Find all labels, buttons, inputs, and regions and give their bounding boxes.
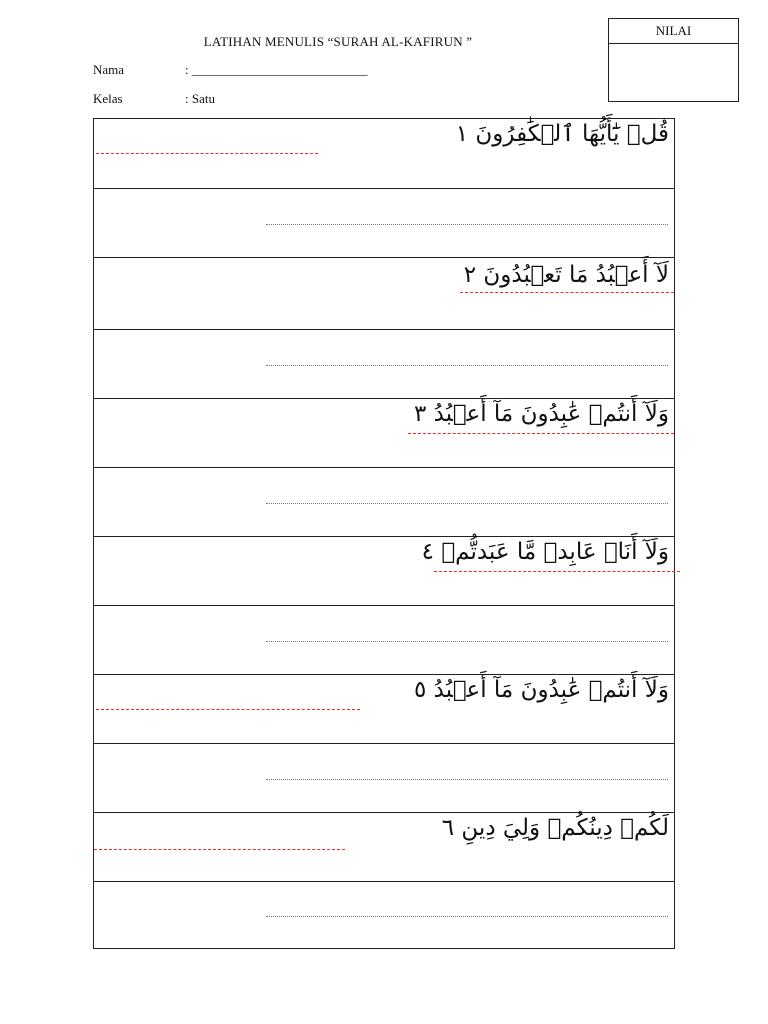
name-label: Nama xyxy=(93,62,125,77)
dotted-writing-line-6 xyxy=(266,916,668,917)
practice-cell-5[interactable] xyxy=(94,743,674,812)
guide-line-6 xyxy=(94,849,345,850)
dotted-writing-line-2 xyxy=(266,365,668,366)
writing-grid xyxy=(93,118,675,949)
practice-cell-4[interactable] xyxy=(94,605,674,674)
worksheet-title: LATIHAN MENULIS “SURAH AL-KAFIRUN ” xyxy=(203,34,473,49)
verse-5: وَلَآ أَنتُمۡ عَٰبِدُونَ مَآ أَعۡبُدُ ٥ xyxy=(414,677,669,703)
guide-line-4 xyxy=(434,571,680,572)
class-value: : Satu xyxy=(185,91,215,106)
guide-line-5 xyxy=(96,709,360,710)
verse-cell-2 xyxy=(94,257,674,329)
verse-cell-3 xyxy=(94,398,674,467)
guide-line-2 xyxy=(460,292,674,293)
verse-3: وَلَآ أَنتُمۡ عَٰبِدُونَ مَآ أَعۡبُدُ ٣ xyxy=(414,401,669,427)
guide-line-3 xyxy=(408,433,674,434)
grade-box xyxy=(608,18,739,102)
grade-label: NILAI xyxy=(609,19,738,44)
verse-cell-5 xyxy=(94,674,674,743)
verse-cell-4 xyxy=(94,536,674,605)
dotted-writing-line-1 xyxy=(266,224,668,225)
class-label: Kelas xyxy=(93,91,123,106)
practice-cell-2[interactable] xyxy=(94,329,674,398)
verse-cell-1 xyxy=(94,119,674,188)
dotted-writing-line-5 xyxy=(266,779,668,780)
verse-1: قُلۡ يَٰٓأَيُّهَا ٱلۡكَٰفِرُونَ ١ xyxy=(455,121,669,147)
verse-2: لَآ أَعۡبُدُ مَا تَعۡبُدُونَ ٢ xyxy=(463,262,669,288)
practice-cell-6[interactable] xyxy=(94,881,674,948)
practice-cell-3[interactable] xyxy=(94,467,674,536)
dotted-writing-line-4 xyxy=(266,641,668,642)
verse-6: لَكُمۡ دِينُكُمۡ وَلِيَ دِينِ ٦ xyxy=(441,815,669,841)
dotted-writing-line-3 xyxy=(266,503,668,504)
verse-cell-6 xyxy=(94,812,674,881)
verse-4: وَلَآ أَنَا۠ عَابِدٞ مَّا عَبَدتُّمۡ ٤ xyxy=(421,539,669,565)
name-value: : ___________________________ xyxy=(185,62,368,77)
guide-line-1 xyxy=(96,153,318,154)
practice-cell-1[interactable] xyxy=(94,188,674,257)
